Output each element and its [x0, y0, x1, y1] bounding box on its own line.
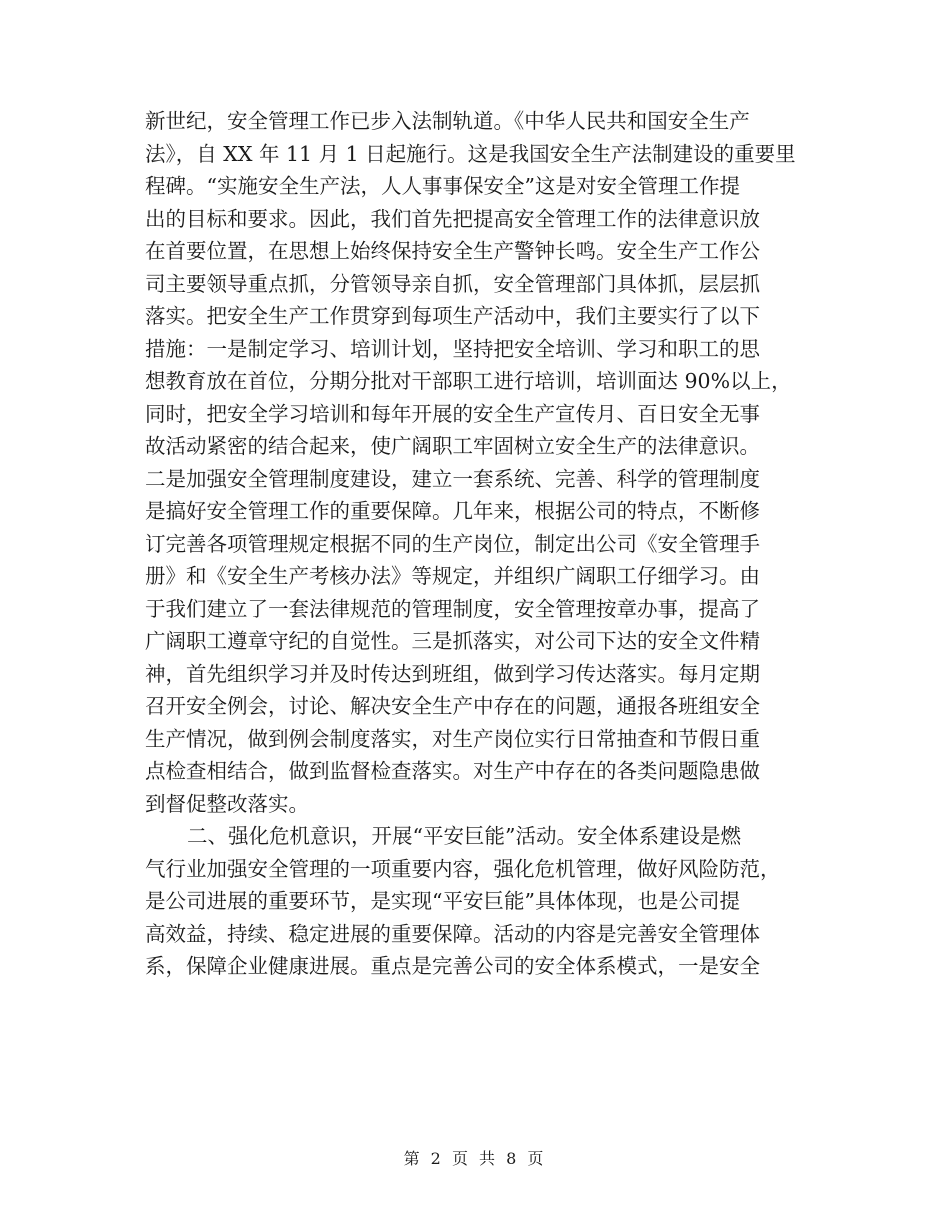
text-line: 同时，把安全学习培训和每年开展的安全生产宣传月、百日安全无事	[145, 401, 760, 426]
text-line: 在首要位置，在思想上始终保持安全生产警钟长鸣。安全生产工作公	[145, 239, 760, 263]
text-line: 召开安全例会，讨论、解决安全生产中存在的问题，通报各班组安全	[145, 694, 760, 718]
text-line: 程碑。“实施安全生产法，人人事事保安全”这是对安全管理工作提	[145, 174, 740, 198]
paragraph-start-line: 二、强化危机意识，开展“平安巨能”活动。安全体系建设是燃	[187, 824, 741, 848]
text-line: 神，首先组织学习并及时传达到班组，做到学习传达落实。每月定期	[145, 661, 760, 686]
text-line: 司主要领导重点抓，分管领导亲自抓，安全管理部门具体抓，层层抓	[145, 271, 760, 296]
text-line: 是公司进展的重要环节，是实现“平安巨能”具体体现，也是公司提	[145, 889, 740, 913]
text-line: 广阔职工遵章守纪的自觉性。三是抓落实，对公司下达的安全文件精	[145, 629, 760, 653]
page-number-footer: 第 2 页 共 8 页	[403, 1149, 547, 1168]
text-line: 措施：一是制定学习、培训计划，坚持把安全培训、学习和职工的思	[145, 336, 760, 361]
text-line: 故活动紧密的结合起来，使广阔职工牢固树立安全生产的法律意识。	[145, 434, 760, 458]
text-line: 新世纪，安全管理工作已步入法制轨道。《中华人民共和国安全生产	[145, 109, 750, 133]
text-line: 生产情况，做到例会制度落实，对生产岗位实行日常抽查和节假日重	[145, 726, 760, 751]
text-line: 高效益，持续、稳定进展的重要保障。活动的内容是完善安全管理体	[145, 921, 760, 946]
text-line: 订完善各项管理规定根据不同的生产岗位，制定出公司《安全管理手	[145, 531, 760, 556]
body-text	[145, 105, 810, 983]
text-line: 想教育放在首位，分期分批对干部职工进行培训，培训面达 90%以上，	[145, 369, 792, 393]
text-line: 点检查相结合，做到监督检查落实。对生产中存在的各类问题隐患做	[145, 759, 760, 783]
text-line: 于我们建立了一套法律规范的管理制度，安全管理按章办事，提高了	[145, 596, 760, 621]
text-line: 法》，自 XX 年 11 月 1 日起施行。这是我国安全生产法制建设的重要里	[145, 141, 796, 166]
text-line: 是搞好安全管理工作的重要保障。几年来，根据公司的特点，不断修	[145, 499, 760, 523]
text-line: 到督促整改落实。	[145, 791, 309, 816]
text-line: 落实。把安全生产工作贯穿到每项生产活动中，我们主要实行了以下	[145, 304, 760, 328]
text-line: 出的目标和要求。因此，我们首先把提高安全管理工作的法律意识放	[145, 206, 760, 231]
text-line: 二是加强安全管理制度建设，建立一套系统、完善、科学的管理制度	[145, 466, 760, 491]
text-line: 册》和《安全生产考核办法》等规定，并组织广阔职工仔细学习。由	[145, 564, 760, 588]
text-line: 气行业加强安全管理的一项重要内容，强化危机管理，做好风险防范，	[145, 856, 781, 881]
text-line: 系，保障企业健康进展。重点是完善公司的安全体系模式，一是安全	[145, 954, 760, 978]
